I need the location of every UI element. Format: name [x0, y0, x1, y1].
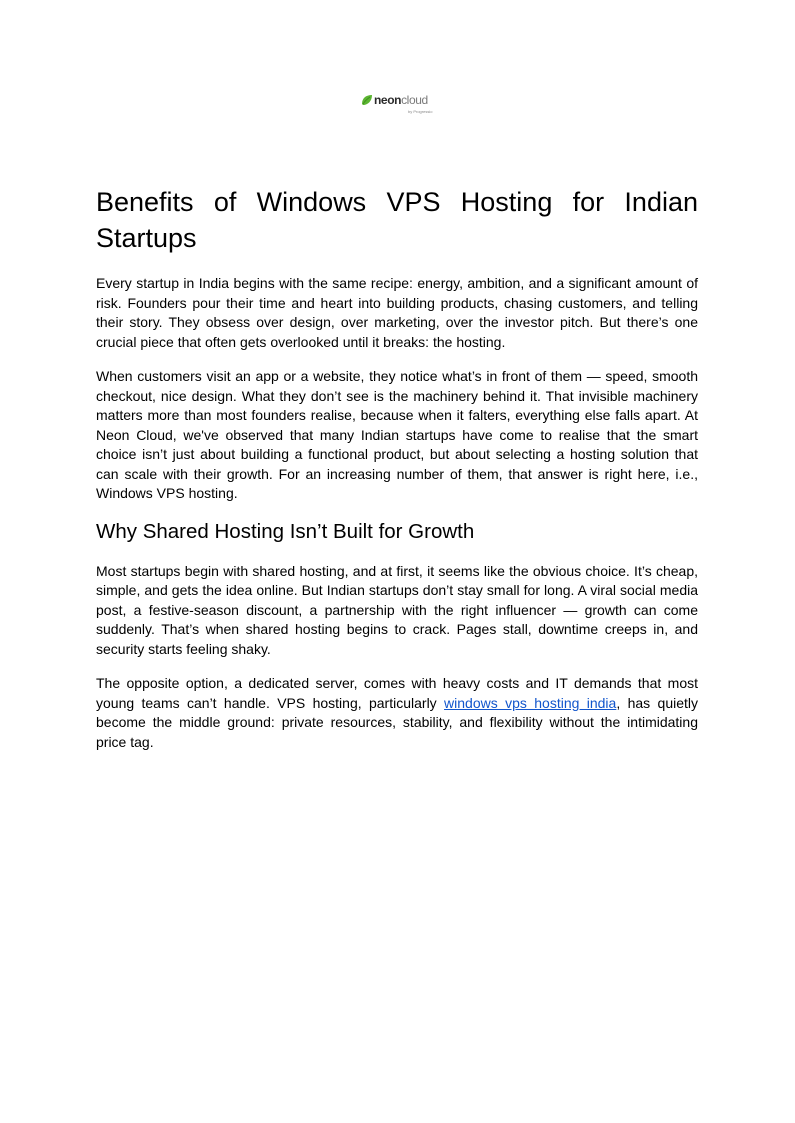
section-heading: Why Shared Hosting Isn’t Built for Growth [96, 519, 475, 543]
neon-cloud-logo [361, 92, 437, 118]
logo-wordmark [374, 92, 428, 108]
section-paragraph-1: Most startups begin with shared hosting, and at first, it seems like the obvious choice. It’s cheap, simple, and gets the idea online. But Indian startups don’t stay small for long. A viral social media post, a festive-season discount, a partnership with the right influencer — growth can come suddenly. That’s when shared hosting begins to crack. Pages stall, downtime creeps in, and security starts feeling shaky. [96, 562, 698, 657]
paragraph-text-before-link: The opposite option, a dedicated server, comes with heavy costs and IT demands that most young teams can’t handle. VPS hosting, particularly [96, 675, 698, 711]
intro-paragraph-1: Every startup in India begins with the same recipe: energy, ambition, and a significant amount of risk. Founders pour their time and heart into building products, chasing customers, and telling their story. They obsess over design, over marketing, over the investor pitch. But there’s one crucial piece that often gets overlooked until it breaks: the hosting. [96, 275, 698, 350]
paragraph-text-after-link: , has quietly become the middle ground: private resources, stability, and flexibility without the intimidating price tag. [96, 694, 698, 750]
leaf-icon [361, 94, 373, 106]
intro-paragraph-2: When customers visit an app or a website, they notice what’s in front of them — speed, smooth checkout, nice design. What they don’t see is the machinery behind it. That invisible machinery matters more than most founders realise, because when it falters, everything else falls apart. At Neon Cloud, we've observed that many Indian startups have come to realise that the smart choice isn’t just about building a functional product, but about selecting a hosting solution that can scale with their growth. For an increasing number of them, that answer is right here, i.e., Windows VPS hosting. [96, 368, 698, 501]
document-title: Benefits of Windows VPS Hosting for Indian Startups [96, 187, 698, 253]
document-body [96, 184, 698, 767]
windows-vps-hosting-india-link[interactable]: windows vps hosting india [444, 694, 617, 711]
logo-word-neon: neon [374, 93, 402, 107]
section-paragraph-2 [96, 674, 698, 752]
logo-tagline: by Progressio [408, 109, 433, 114]
logo-word-cloud: cloud [401, 93, 428, 107]
